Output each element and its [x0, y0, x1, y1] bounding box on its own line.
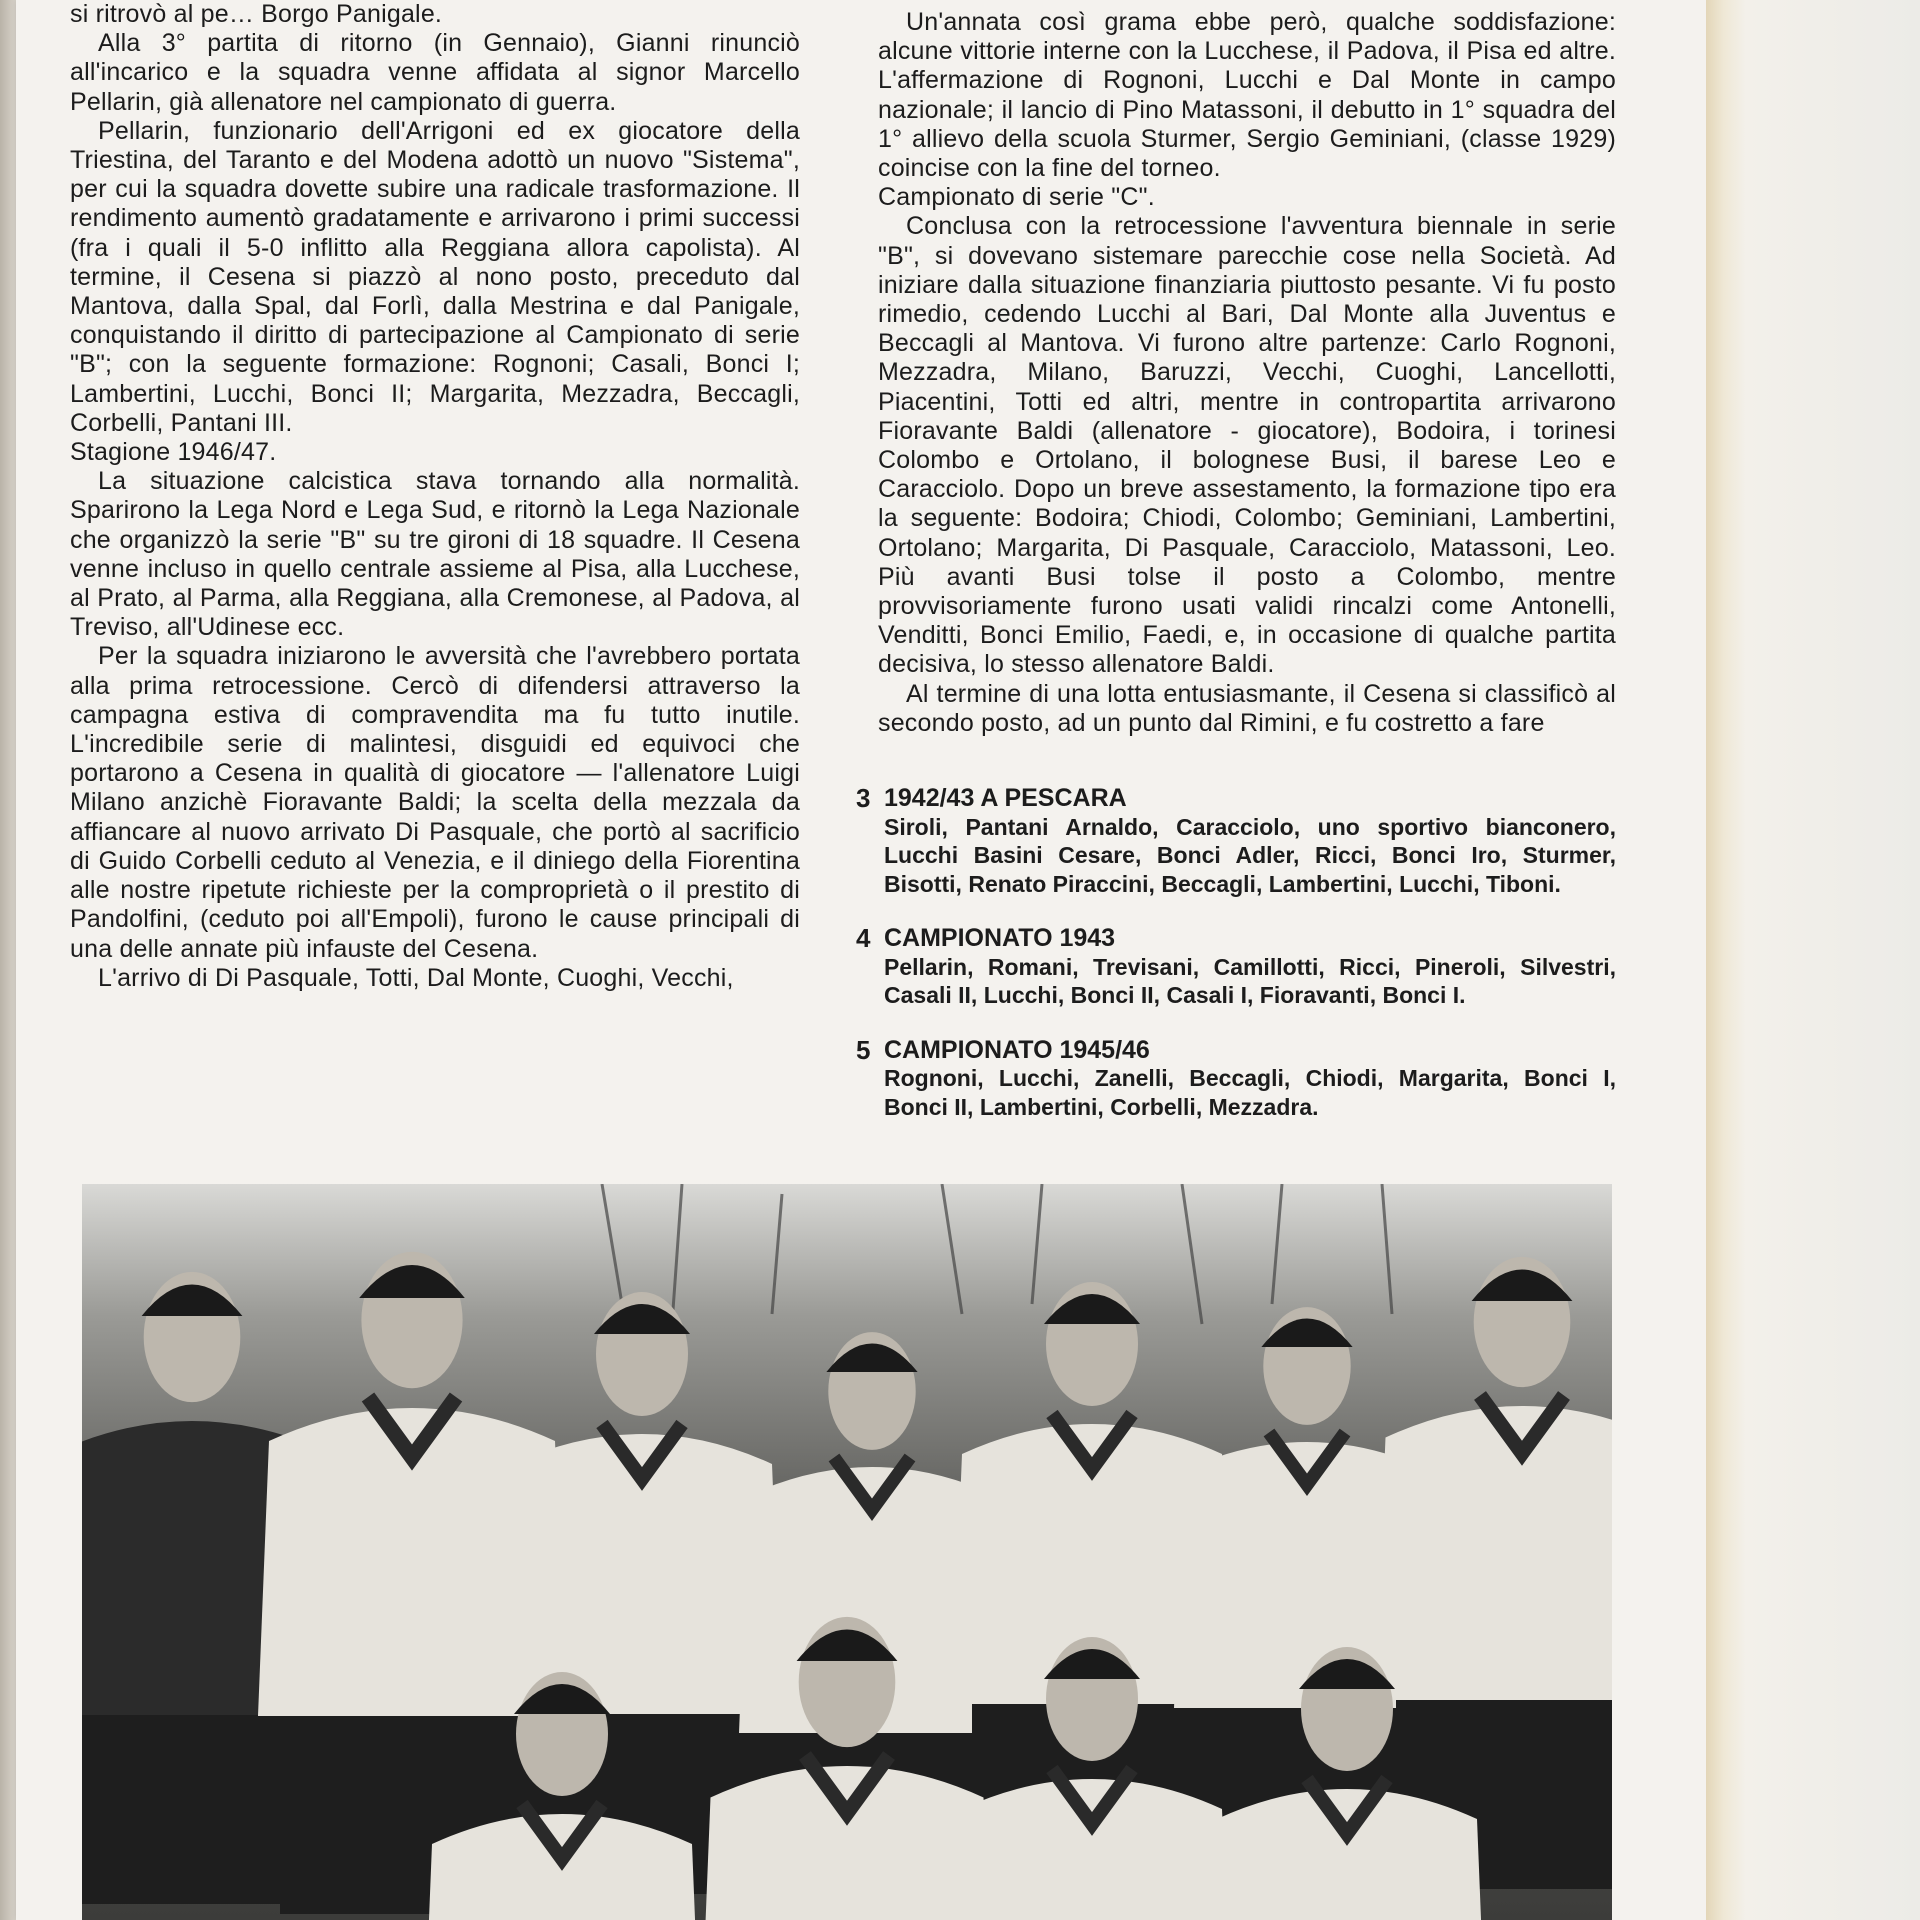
paragraph: L'arrivo di Di Pasquale, Totti, Dal Monte, Cuoghi, Vecchi,: [98, 963, 734, 992]
caption-text: Rognoni, Lucchi, Zanelli, Beccagli, Chiodi, Margarita, Bonci I, Bonci II, Lambertini, Corbelli, Mezzadra.: [884, 1065, 1616, 1120]
paragraph: Pellarin, funzionario dell'Arrigoni ed ex giocatore della Triestina, del Taranto e del Modena adottò un nuovo "Sistema", per cui la squadra dovette subire una radicale trasformazione. Il rendimento aumentò gradatamente e arrivarono i primi successi (fra i quali il 5-0 inflitto alla Reggiana allora capolista). Al termine, il Cesena si piazzò al nono posto, preceduto dal Mantova, dalla Spal, dal Forlì, dalla Mestrina e dal Panigale, conquistando il diritto di partecipazione al Campionato di serie "B"; con la seguente formazione: Rognoni; Casali, Bonci I; Lambertini, Lucchi, Bonci II; Margarita, Mezzadra, Beccagli, Corbelli, Pantani III.: [70, 116, 800, 437]
caption-number: 4: [856, 923, 871, 953]
caption-5: [856, 1036, 1616, 1122]
caption-number: 3: [856, 783, 871, 813]
caption-text: Siroli, Pantani Arnaldo, Caracciolo, uno sportivo bianconero, Lucchi Basini Cesare, Bonci Adler, Ricci, Bonci Iro, Sturmer, Bisotti, Renato Piraccini, Beccagli, Lambertini, Lucchi, Tiboni.: [884, 813, 1616, 897]
paragraph: Alla 3° partita di ritorno (in Gennaio), Gianni rinunciò all'incarico e la squadra venne affidata al signor Marcello Pellarin, già allenatore nel campionato di guerra.: [70, 29, 800, 116]
paragraph: si ritrovò al pe… Borgo Panigale.: [70, 0, 443, 28]
photo-captions: [856, 784, 1616, 1147]
adjacent-page-edge: [1706, 0, 1920, 1920]
left-text-column: [70, 0, 800, 993]
team-photo: [82, 1184, 1612, 1920]
caption-title: CAMPIONATO 1943: [884, 924, 1116, 952]
caption-3: [856, 784, 1616, 898]
paragraph: La situazione calcistica stava tornando alla normalità. Sparirono la Lega Nord e Lega Sud, e ritornò la Lega Nazionale che organizzò la serie "B" su tre gironi di 18 squadre. Il Cesena venne incluso in quello centrale assieme al Pisa, alla Lucchese, al Prato, al Parma, alla Reggiana, alla Cremonese, al Padova, al Treviso, all'Udinese ecc.: [70, 467, 800, 642]
caption-title: 1942/43 A PESCARA: [884, 784, 1127, 812]
paragraph: Conclusa con la retrocessione l'avventura biennale in serie "B", si dovevano sistemare parecchie cose nella Società. Ad iniziare dalla situazione finanziaria piuttosto pesante. Vi fu posto rimedio, cedendo Lucchi al Bari, Dal Monte alla Juventus e Beccagli al Mantova. Vi furono altre partenze: Carlo Rognoni, Mezzadra, Milano, Baruzzi, Vecchi, Cuoghi, Lancellotti, Piacentini, Totti ed altri, mentre in contropartita arrivarono Fioravante Baldi (allenatore - giocatore), Bodoira, i torinesi Colombo e Ortolano, il bolognese Busi, il barese Leo e Caracciolo. Dopo un breve assestamento, la formazione tipo era la seguente: Bodoira; Chiodi, Colombo; Geminiani, Lambertini, Ortolano; Margarita, Di Pasquale, Caracciolo, Matassoni, Leo. Più avanti Busi tolse il posto a Colombo, mentre provvisoriamente furono usati validi rincalzi come Antonelli, Venditti, Bonci Emilio, Faedi, e, in occasione di qualche partita decisiva, lo stesso allenatore Baldi.: [878, 212, 1616, 679]
team-photo-image: [82, 1184, 1612, 1920]
book-spine-shadow: [0, 0, 16, 1920]
caption-title: CAMPIONATO 1945/46: [884, 1035, 1150, 1064]
right-text-column: [878, 8, 1616, 738]
section-heading: Campionato di serie "C".: [878, 183, 1155, 212]
paragraph: Per la squadra iniziarono le avversità che l'avrebbero portata alla prima retrocessione. Cercò di difendersi attraverso la campagna estiva di compravendita ma fu tutto inutile. L'incredibile serie di malintesi, disguidi ed equivoci che portarono a Cesena in qualità di giocatore — l'allenatore Luigi Milano anzichè Fioravante Baldi; la scelta della mezzala da affiancare al nuovo arrivato Di Pasquale, che portò al sacrificio di Guido Corbelli ceduto al Venezia, e il diniego della Fiorentina alle nostre ripetute richieste per la comproprietà o il prestito di Pandolfini, (ceduto poi all'Empoli), furono le cause principali di una delle annate più infauste del Cesena.: [70, 642, 800, 963]
caption-text: Pellarin, Romani, Trevisani, Camillotti, Ricci, Pineroli, Silvestri, Casali II, Lucchi, Bonci II, Casali I, Fioravanti, Bonci I.: [884, 953, 1616, 1008]
paragraph: Un'annata così grama ebbe però, qualche soddisfazione: alcune vittorie interne con la Lucchese, il Padova, il Pisa ed altre. L'affermazione di Rognoni, Lucchi e Dal Monte in campo nazionale; il lancio di Pino Matassoni, il debutto in 1° squadra del 1° allievo della scuola Sturmer, Sergio Geminiani, (classe 1929) coincise con la fine del torneo.: [878, 8, 1616, 183]
season-heading: Stagione 1946/47.: [70, 438, 277, 467]
caption-4: [856, 924, 1616, 1010]
caption-number: 5: [856, 1034, 871, 1065]
paragraph: Al termine di una lotta entusiasmante, il Cesena si classificò al secondo posto, ad un punto dal Rimini, e fu costretto a fare: [878, 679, 1616, 737]
